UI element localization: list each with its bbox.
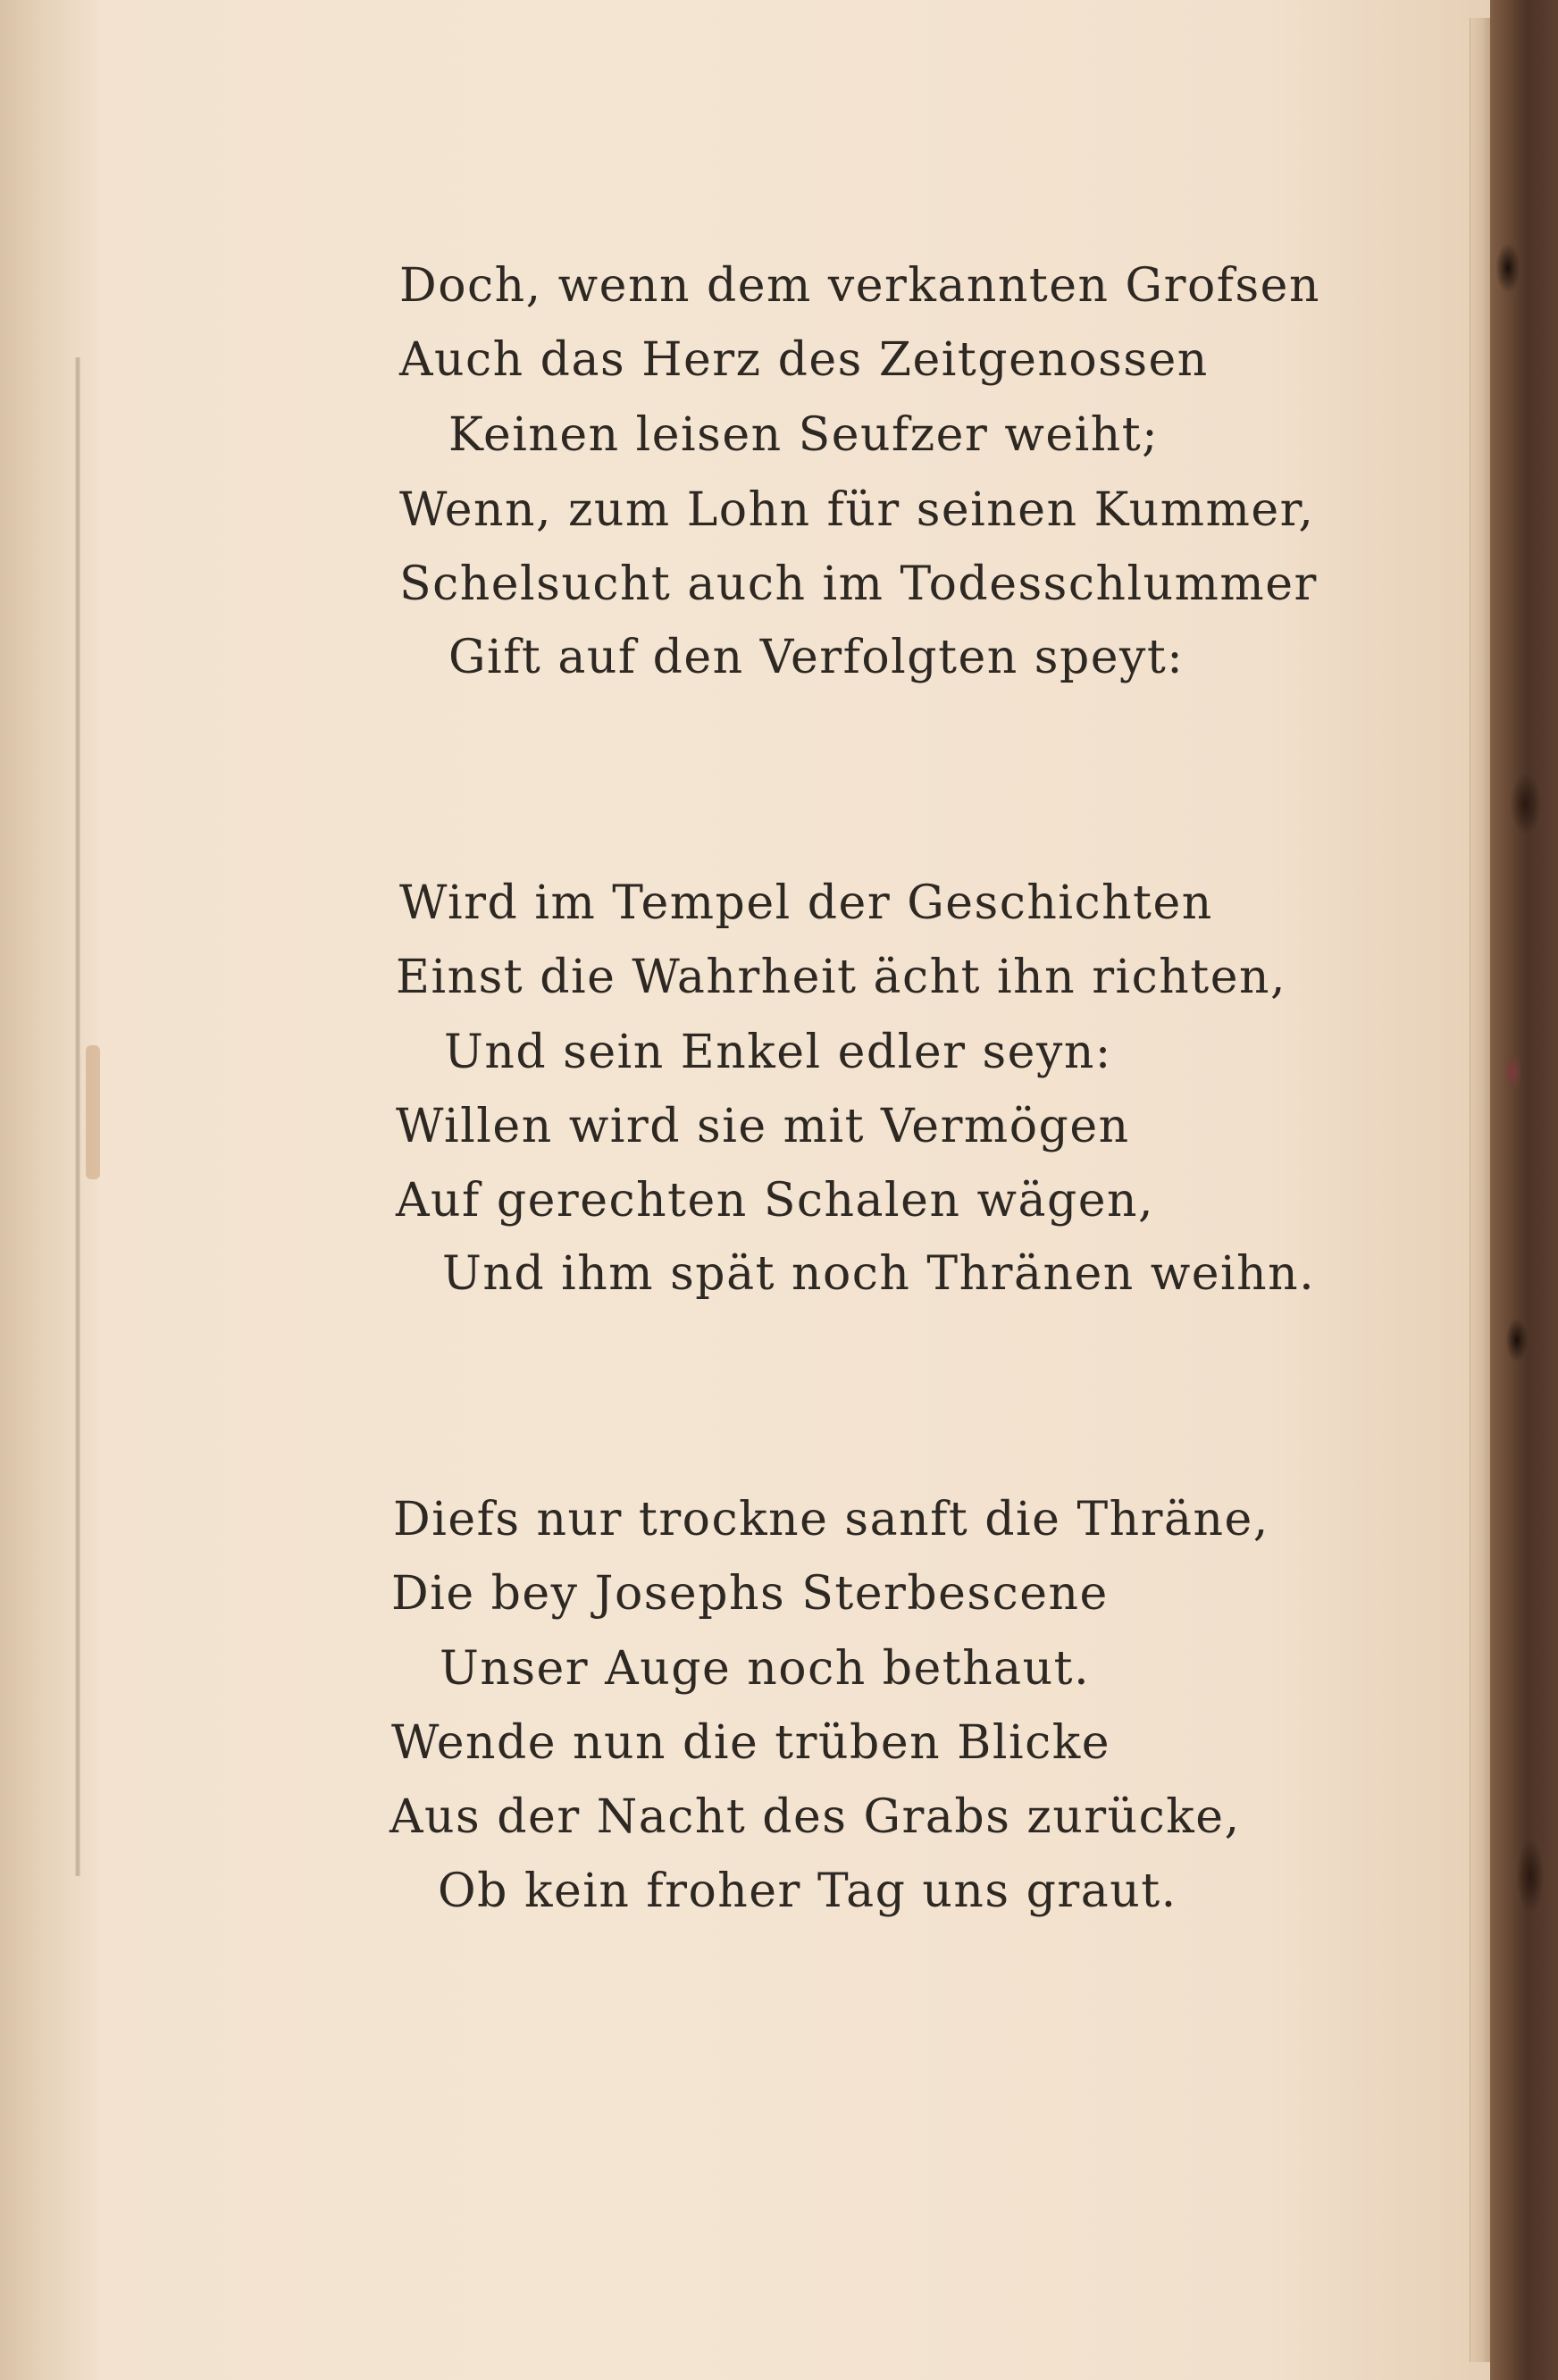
book-cover-edge [1481,0,1558,2380]
poem-line: Keinen leisen Seufzer weiht; [448,408,1160,462]
poem-line: Wenn, zum Lohn für seinen Kummer, [399,483,1315,537]
poem-line: Willen wird sie mit Vermögen [396,1100,1130,1153]
poem-line: Und ihm spät noch Thränen weihn. [442,1247,1316,1301]
poem-line: Und sein Enkel edler seyn: [444,1026,1112,1079]
poem-line: Die bey Josephs Sterbescene [391,1567,1109,1621]
poem-line: Aus der Nacht des Grabs zurücke, [390,1790,1241,1844]
poem-line: Auf gerechten Schalen wägen, [396,1174,1155,1228]
poem-line: Gift auf den Verfolgten speyt: [448,631,1185,684]
poem-line: Ob kein froher Tag uns graut. [438,1865,1177,1918]
poem-line: Doch, wenn dem verkannten Grofsen [399,259,1320,313]
poem-line: Schelsucht auch im Todesschlummer [399,557,1318,611]
poem-line: Wird im Tempel der Geschichten [399,876,1213,930]
poem-line: Wende nun die trüben Blicke [391,1716,1110,1770]
poem-line: Einst die Wahrheit ächt ihn richten, [396,951,1286,1004]
poem-line: Unser Auge noch bethaut. [440,1642,1091,1696]
poem-line: Diefs nur trockne sanft die Thräne, [393,1493,1269,1546]
poem-line: Auch das Herz des Zeitgenossen [399,333,1209,387]
